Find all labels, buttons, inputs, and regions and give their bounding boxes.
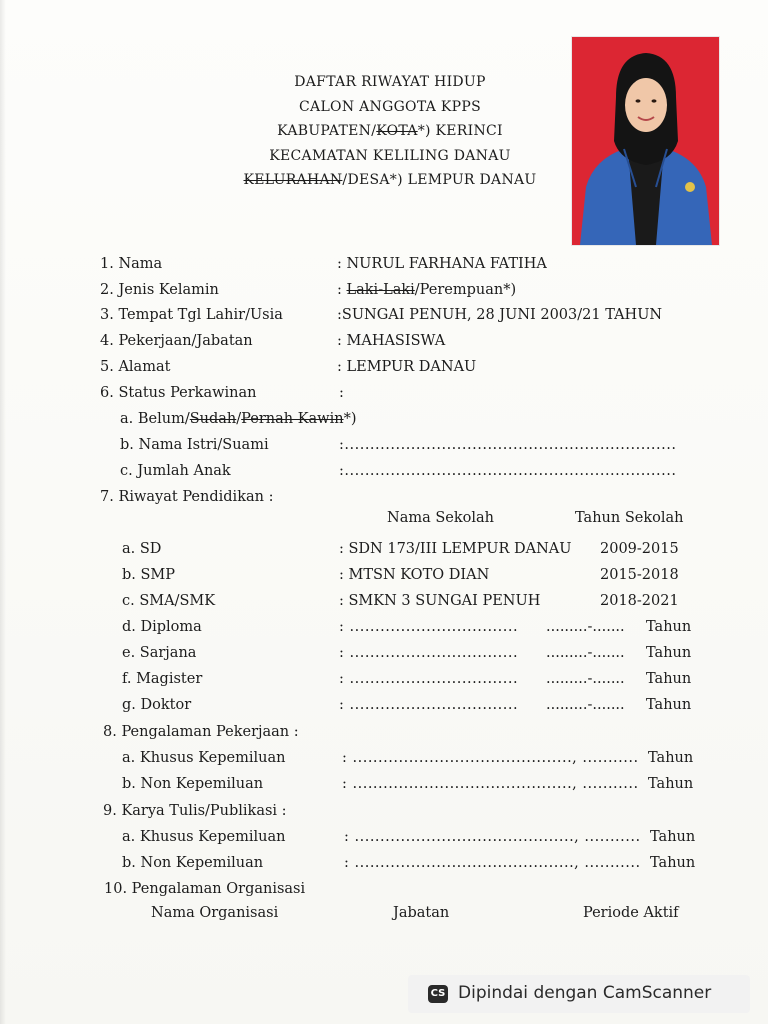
pendidikan-row-school: : SDN 173/III LEMPUR DANAU	[339, 541, 572, 557]
header-kabupaten-post: *) KERINCI	[417, 123, 503, 139]
camscanner-watermark	[408, 975, 750, 1013]
pendidikan-row-school: : .................................	[339, 697, 519, 713]
left-eye-shape	[636, 99, 641, 102]
pendidikan-row-label: b. SMP	[122, 567, 176, 583]
field-pekerjaan	[100, 330, 720, 352]
pendidikan-row	[122, 538, 722, 560]
field-ttl-label: 3. Tempat Tgl Lahir/Usia	[100, 307, 283, 323]
header-kabupaten-pre: KABUPATEN/	[277, 123, 377, 139]
header-kabupaten-struck: KOTA	[376, 123, 418, 139]
header-title: DAFTAR RIWAYAT HIDUP	[294, 74, 486, 90]
camscanner-text: Dipindai dengan CamScanner	[458, 983, 712, 1003]
pendidikan-row-unit: Tahun	[646, 619, 692, 635]
header-subtitle: CALON ANGGOTA KPPS	[299, 98, 481, 115]
field-status-b-label: b. Nama Istri/Suami	[120, 437, 269, 453]
kerja-row-label: b. Non Kepemiluan	[122, 776, 264, 792]
pendidikan-row	[122, 590, 722, 612]
karya-row	[122, 826, 722, 848]
col-jabatan: Jabatan	[393, 905, 450, 921]
pendidikan-row-years: 2009-2015	[600, 541, 679, 557]
col-periode-aktif: Periode Aktif	[583, 905, 679, 921]
pendidikan-row-label: d. Diploma	[122, 619, 202, 635]
col-nama-organisasi: Nama Organisasi	[151, 905, 279, 921]
pendidikan-row	[122, 564, 722, 586]
karya-row	[122, 852, 722, 874]
field-nama-label: 1. Nama	[100, 256, 163, 272]
field-status-a	[120, 408, 720, 430]
field-jenis-kelamin-colon: :	[337, 282, 347, 298]
section-pendidikan-label: 7. Riwayat Pendidikan :	[100, 489, 274, 505]
pendidikan-row-unit: Tahun	[646, 645, 692, 661]
field-alamat	[100, 356, 720, 378]
pendidikan-row-label: c. SMA/SMK	[122, 593, 216, 609]
pendidikan-row	[122, 642, 722, 664]
field-status-b	[120, 434, 720, 456]
pendidikan-row-unit: Tahun	[646, 697, 692, 713]
col-tahun-sekolah: Tahun Sekolah	[575, 510, 684, 526]
field-pekerjaan-value: : MAHASISWA	[337, 333, 446, 349]
pendidikan-row-school: : .................................	[339, 671, 519, 687]
field-status-c-label: c. Jumlah Anak	[120, 463, 231, 479]
kerja-row	[122, 747, 722, 769]
header-desa-struck: KELURAHAN	[243, 172, 343, 188]
pendidikan-row-school: : SMKN 3 SUNGAI PENUH	[339, 593, 541, 609]
field-nama	[100, 253, 720, 275]
section-pengalaman-kerja-label: 8. Pengalaman Pekerjaan :	[103, 724, 299, 740]
field-status	[100, 382, 720, 404]
field-ttl	[100, 304, 720, 326]
section-organisasi	[104, 878, 724, 900]
pendidikan-row	[122, 616, 722, 638]
field-jenis-kelamin-value	[337, 279, 516, 301]
karya-row-value: : ..........................................., ...........	[344, 829, 641, 845]
kerja-row-value: : ..........................................., ...........	[342, 776, 639, 792]
header-kecamatan: KECAMATAN KELILING DANAU	[269, 147, 511, 164]
field-status-b-value: :.................................................................	[339, 437, 677, 453]
field-jenis-kelamin-label: 2. Jenis Kelamin	[100, 282, 219, 298]
applicant-photo	[572, 37, 719, 245]
field-status-value: :	[339, 385, 344, 401]
field-status-label: 6. Status Perkawinan	[100, 385, 257, 401]
header-kabupaten	[210, 119, 570, 144]
section-organisasi-label: 10. Pengalaman Organisasi	[104, 881, 306, 897]
jacket-badge	[685, 182, 695, 192]
field-pekerjaan-label: 4. Pekerjaan/Jabatan	[100, 333, 253, 349]
pendidikan-row-years: .........-.......	[546, 619, 625, 635]
header-desa	[210, 168, 570, 193]
field-jenis-kelamin-struck: Laki-Laki	[346, 282, 415, 298]
karya-row-label: b. Non Kepemiluan	[122, 855, 264, 871]
section-pengalaman-kerja	[103, 721, 723, 743]
kerja-row-unit: Tahun	[648, 776, 694, 792]
camscanner-logo-icon: CS	[428, 985, 448, 1003]
pendidikan-row-years: .........-.......	[546, 671, 625, 687]
pendidikan-row-years: .........-.......	[546, 645, 625, 661]
status-a-post: *)	[343, 411, 357, 427]
karya-row-unit: Tahun	[650, 855, 696, 871]
pendidikan-row-label: g. Doktor	[122, 697, 192, 713]
status-a-struck1: Sudah	[189, 411, 237, 427]
pendidikan-row-years: .........-.......	[546, 697, 625, 713]
col-nama-sekolah: Nama Sekolah	[387, 510, 494, 526]
karya-row-value: : ..........................................., ...........	[344, 855, 641, 871]
pendidikan-row-school: : MTSN KOTO DIAN	[339, 567, 490, 583]
portrait-illustration	[572, 37, 719, 245]
pendidikan-row-school: : .................................	[339, 619, 519, 635]
section-pendidikan	[100, 486, 720, 508]
kerja-row-label: a. Khusus Kepemiluan	[122, 750, 286, 766]
field-alamat-label: 5. Alamat	[100, 359, 171, 375]
pendidikan-row-years: 2018-2021	[600, 593, 679, 609]
header-desa-post: /DESA*) LEMPUR DANAU	[342, 172, 537, 188]
pendidikan-row-school: : .................................	[339, 645, 519, 661]
status-a-struck2: Pernah Kawin	[241, 411, 344, 427]
kerja-row-value: : ..........................................., ...........	[342, 750, 639, 766]
pendidikan-row	[122, 668, 722, 690]
pendidikan-row-label: a. SD	[122, 541, 162, 557]
pendidikan-row-label: e. Sarjana	[122, 645, 197, 661]
pendidikan-row	[122, 694, 722, 716]
field-status-c-value: :.................................................................	[339, 463, 677, 479]
karya-row-label: a. Khusus Kepemiluan	[122, 829, 286, 845]
field-jenis-kelamin	[100, 279, 720, 301]
field-jenis-kelamin-rest: /Perempuan*)	[414, 282, 517, 298]
status-a-mid: /	[236, 411, 242, 427]
pendidikan-row-label: f. Magister	[122, 671, 203, 687]
scan-edge-shadow	[0, 0, 6, 1024]
face-shape	[625, 78, 667, 132]
kerja-row	[122, 773, 722, 795]
field-nama-value: : NURUL FARHANA FATIHA	[337, 256, 547, 272]
field-alamat-value: : LEMPUR DANAU	[337, 359, 477, 375]
field-ttl-value: :SUNGAI PENUH, 28 JUNI 2003/21 TAHUN	[337, 307, 663, 323]
right-eye-shape	[652, 99, 657, 102]
status-a-pre: a. Belum/	[120, 411, 190, 427]
section-karya-tulis-label: 9. Karya Tulis/Publikasi :	[103, 803, 287, 819]
document-header	[210, 70, 570, 193]
pendidikan-row-years: 2015-2018	[600, 567, 679, 583]
karya-row-unit: Tahun	[650, 829, 696, 845]
field-status-c	[120, 460, 720, 482]
kerja-row-unit: Tahun	[648, 750, 694, 766]
field-status-a-text	[120, 408, 357, 430]
section-karya-tulis	[103, 800, 723, 822]
pendidikan-row-unit: Tahun	[646, 671, 692, 687]
